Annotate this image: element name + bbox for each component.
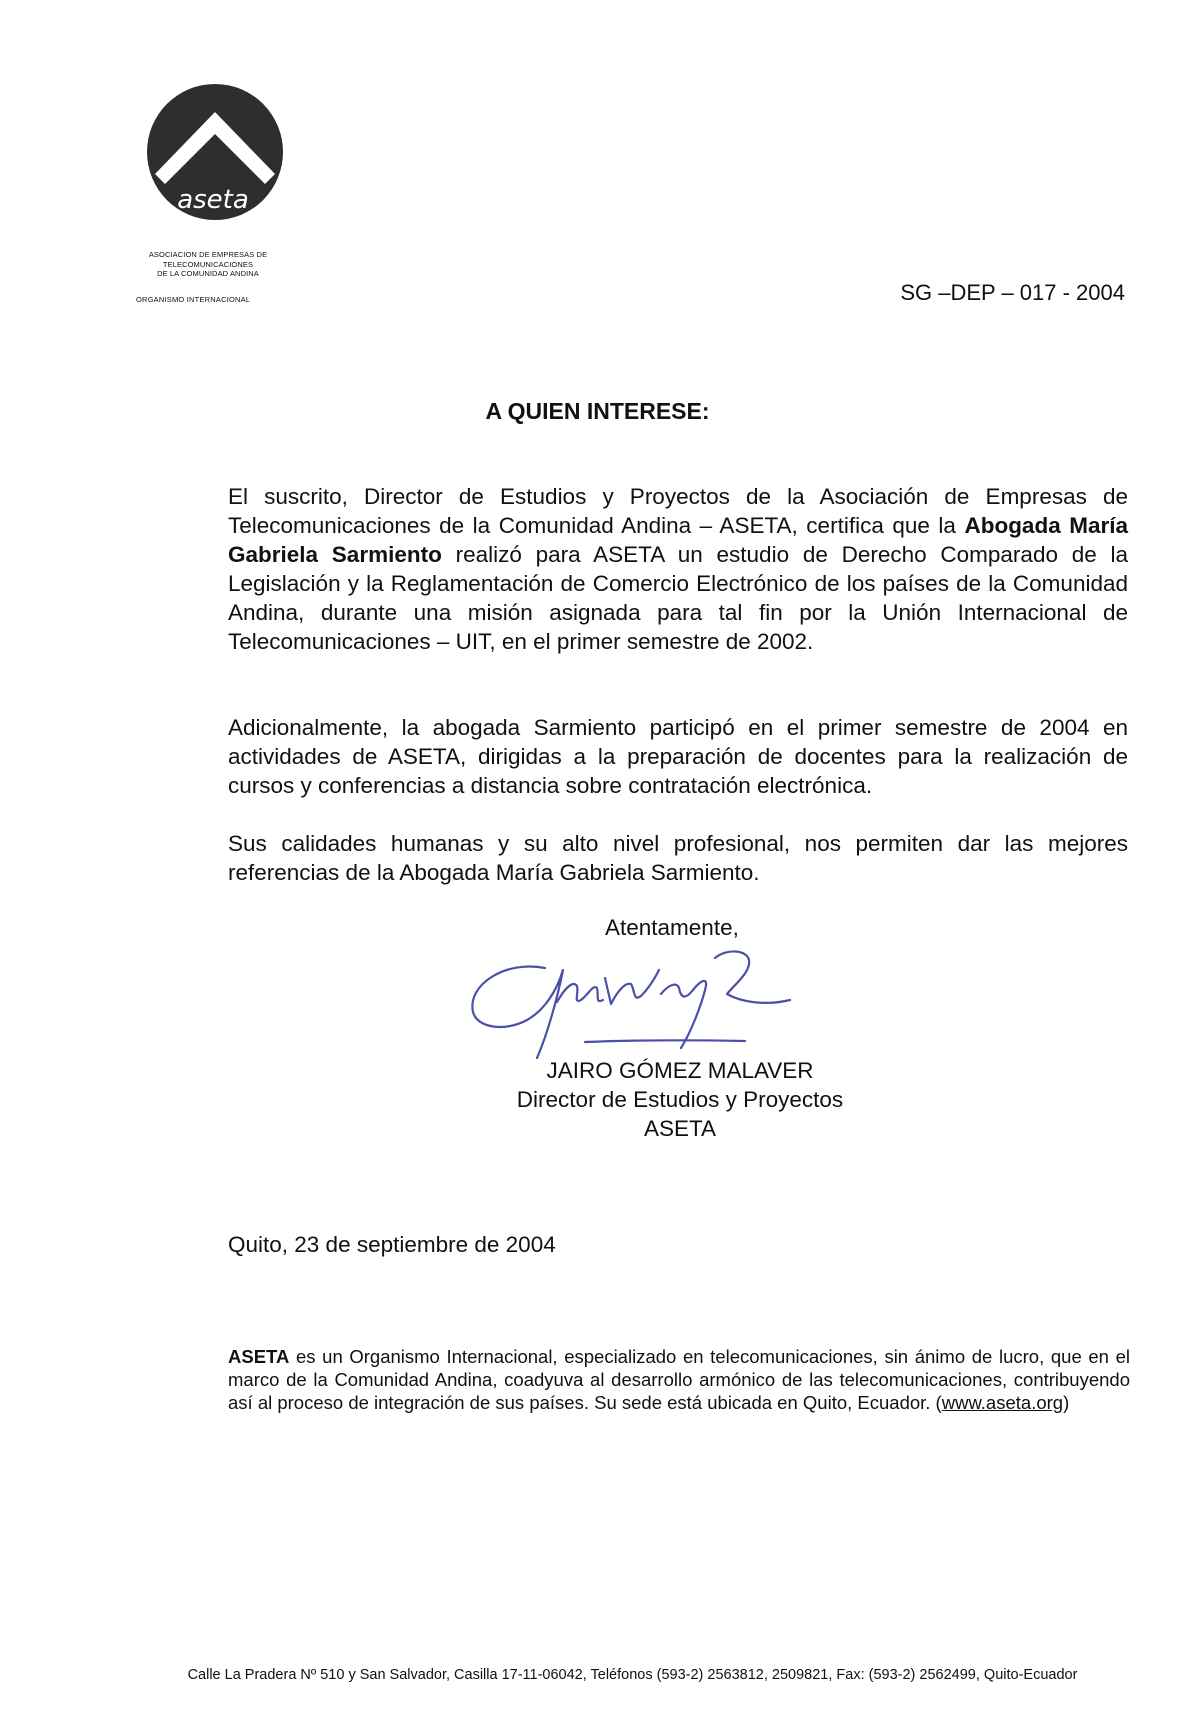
reference-number: SG –DEP – 017 - 2004	[900, 280, 1125, 305]
organization-name: ASOCIACION DE EMPRESAS DE TELECOMUNICACIONES DE LA COMUNIDAD ANDINA	[148, 250, 268, 278]
letter-heading: A QUIEN INTERESE:	[485, 398, 710, 424]
bold-name: Abogada María Gabriela Sarmiento	[228, 513, 1129, 567]
signer-title: Director de Estudios y Proyectos	[516, 1087, 844, 1112]
date-line: Quito, 23 de septiembre de 2004	[228, 1232, 556, 1257]
body-paragraph-3: Sus calidades humanas y su alto nivel profesional, nos permiten dar las mejores referencias de la Abogada María Gabriela Sarmiento.	[228, 831, 1128, 885]
signature	[465, 940, 845, 1065]
body-paragraph-1: El suscrito, Director de Estudios y Proyectos de la Asociación de Empresas de Telecomunicaciones de la Comunidad Andina – ASETA, certifica que la Abogada María Gabriela Sarmiento realizó para ASETA un estudio de Derecho Comparado de la Legislación y la Reglamentación de Comercio Electrónico de los países de la Comunidad Andina, durante una misión asignada para tal fin por la Unión Internacional de Telecomunicaciones – UIT, en el primer semestre de 2002.	[228, 484, 1129, 654]
svg-text:aseta: aseta	[177, 185, 249, 215]
body-paragraph-2: Adicionalmente, la abogada Sarmiento participó en el primer semestre de 2004 en actividades de ASETA, dirigidas a la preparación de docentes para la realización de cursos y conferencias a distancia sobre contratación electrónica.	[228, 715, 1128, 798]
signature-icon	[465, 940, 845, 1060]
organization-description: ASETA es un Organismo Internacional, especializado en telecomunicaciones, sin ánimo de lucro, que en el marco de la Comunidad Andina, coadyuva al desarrollo armónico de las telecomunicaciones, contribuyendo así al proceso de integración de sus países. Su sede está ubicada en Quito, Ecuador. (www.aseta.org)	[228, 1346, 1130, 1413]
closing-salutation: Atentamente,	[605, 915, 739, 940]
organization-type: ORGANISMO INTERNACIONAL	[136, 295, 251, 304]
signer-name: JAIRO GÓMEZ MALAVER	[546, 1058, 814, 1083]
aseta-logo	[135, 82, 295, 222]
signer-block	[430, 1056, 930, 1143]
address-footer: Calle La Pradera Nº 510 y San Salvador, Casilla 17-11-06042, Teléfonos (593-2) 2563812, 2509821, Fax: (593-2) 2562499, Quito-Ecuador	[187, 1667, 1078, 1683]
website-link[interactable]: www.aseta.org	[941, 1392, 1064, 1413]
signer-org: ASETA	[643, 1116, 717, 1141]
aseta-logo-icon	[145, 82, 285, 222]
